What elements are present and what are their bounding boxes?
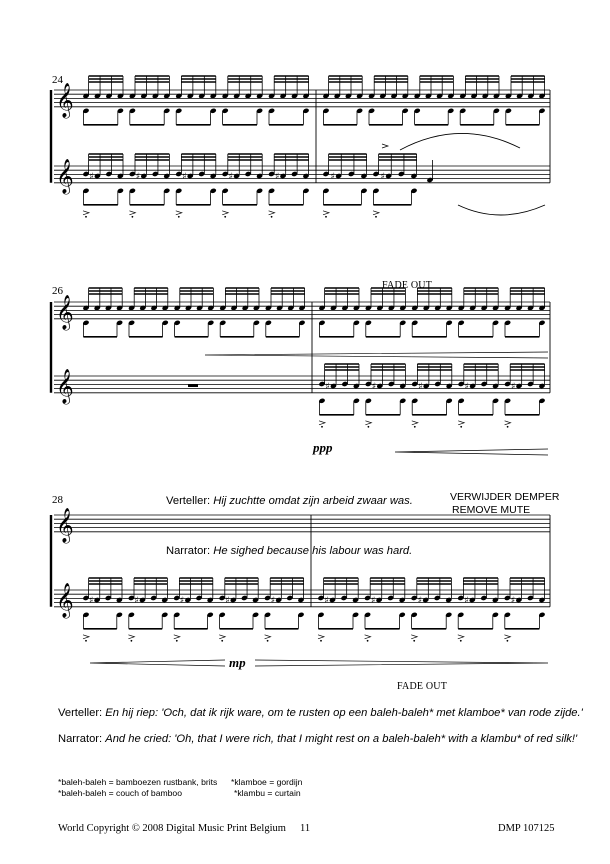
staccato-dot	[507, 426, 509, 428]
accent-mark	[83, 211, 89, 215]
treble-clef: 𝄞	[56, 159, 74, 194]
sharp-icon: ♯	[225, 596, 230, 606]
catalog-number: DMP 107125	[498, 823, 555, 834]
sharp-icon: ♯	[417, 596, 423, 606]
sharp-icon: ♯	[371, 596, 376, 606]
accent-mark	[411, 635, 417, 639]
footnote: *klambu = curtain	[234, 788, 301, 798]
sharp-icon: ♯	[464, 382, 470, 392]
staccato-dot	[178, 216, 180, 218]
treble-clef: 𝄞	[56, 295, 74, 330]
staccato-dot	[507, 640, 509, 642]
accent-mark	[373, 211, 379, 215]
measure-number: 24	[52, 74, 63, 86]
direction-fade-out: FADE OUT	[397, 681, 448, 692]
crescendo-hairpin	[205, 352, 548, 358]
crescendo-hairpin	[395, 449, 548, 455]
whole-rest	[188, 384, 198, 387]
staccato-dot	[375, 216, 377, 218]
decrescendo-hairpin	[255, 660, 548, 666]
accent-mark	[128, 635, 134, 639]
treble-clef: 𝄞	[56, 369, 74, 404]
staccato-dot	[271, 216, 273, 218]
accent-mark	[323, 211, 329, 215]
speaker-label: Narrator:	[166, 545, 211, 557]
accent-mark	[129, 211, 135, 215]
accent-mark	[458, 635, 464, 639]
staccato-dot	[414, 426, 416, 428]
treble-clef: 𝄞	[56, 583, 74, 618]
sharp-icon: ♯	[510, 596, 516, 606]
staccato-dot	[176, 640, 178, 642]
speaker-label: Verteller:	[58, 707, 103, 719]
sharp-icon: ♯	[179, 596, 185, 606]
crescendo-hairpin	[90, 660, 225, 666]
score-narrator-line	[166, 545, 412, 557]
treble-clef: 𝄞	[56, 83, 74, 118]
measure-number: 28	[52, 494, 63, 506]
staccato-dot	[85, 640, 87, 642]
sharp-icon: ♯	[182, 172, 187, 182]
spoken-line: En hij riep: 'Och, dat ik rijk ware, om te rusten op een baleh-baleh* met klamboe* van rode zijde.'	[105, 707, 583, 719]
speaker-label: Verteller:	[166, 495, 211, 507]
staccato-dot	[368, 426, 370, 428]
accent-mark	[382, 144, 388, 148]
sharp-icon: ♯	[325, 382, 330, 392]
copyright: World Copyright © 2008 Digital Music Print Belgium	[58, 823, 286, 834]
slur	[400, 133, 520, 150]
accent-mark	[176, 211, 182, 215]
sharp-icon: ♯	[135, 172, 141, 182]
accent-mark	[505, 421, 511, 425]
accent-mark	[319, 421, 325, 425]
direction-remove-mute-en: REMOVE MUTE	[452, 504, 531, 516]
sharp-icon: ♯	[330, 172, 336, 182]
speaker-label: Narrator:	[58, 733, 103, 745]
sharp-icon: ♯	[228, 172, 234, 182]
staccato-dot	[131, 640, 133, 642]
footnote: *baleh-baleh = bamboezen rustbank, brits	[58, 777, 218, 787]
dynamic-marking: mp	[229, 655, 246, 670]
accent-mark	[318, 635, 324, 639]
staccato-dot	[320, 640, 322, 642]
sharp-icon: ♯	[380, 172, 386, 182]
sharp-icon: ♯	[89, 172, 94, 182]
accent-mark	[83, 635, 89, 639]
direction-fade-out: FADE OUT	[382, 280, 433, 291]
measure-number: 26	[52, 285, 63, 297]
sharp-icon: ♯	[134, 596, 139, 606]
sharp-icon: ♯	[270, 596, 276, 606]
staccato-dot	[460, 426, 462, 428]
accent-mark	[219, 635, 225, 639]
staccato-dot	[85, 216, 87, 218]
dynamic-marking: ppp	[313, 440, 333, 455]
score-verteller-line	[166, 495, 413, 507]
staccato-dot	[367, 640, 369, 642]
slur	[458, 205, 545, 215]
staccato-dot	[132, 216, 134, 218]
sharp-icon: ♯	[89, 596, 94, 606]
treble-clef: 𝄞	[56, 508, 74, 543]
spoken-line: Hij zuchtte omdat zijn arbeid zwaar was.	[213, 495, 413, 507]
sharp-icon: ♯	[418, 382, 423, 392]
sharp-icon: ♯	[324, 596, 329, 606]
accent-mark	[265, 635, 271, 639]
accent-mark	[504, 635, 510, 639]
accent-mark	[269, 211, 275, 215]
staccato-dot	[321, 426, 323, 428]
accent-mark	[222, 211, 228, 215]
accent-mark	[412, 421, 418, 425]
sharp-icon: ♯	[275, 172, 280, 182]
sharp-icon: ♯	[371, 382, 377, 392]
narration-verteller	[58, 707, 583, 719]
footnote: *klamboe = gordijn	[231, 777, 303, 787]
staccato-dot	[267, 640, 269, 642]
staccato-dot	[221, 640, 223, 642]
accent-mark	[458, 421, 464, 425]
spoken-line: He sighed because his labour was hard.	[213, 545, 413, 557]
staccato-dot	[460, 640, 462, 642]
staccato-dot	[224, 216, 226, 218]
staccato-dot	[325, 216, 327, 218]
sharp-icon: ♯	[511, 382, 516, 392]
spoken-line: And he cried: 'Oh, that I were rich, that I might rest on a baleh-baleh* with a klambu* of red silk!'	[105, 733, 578, 745]
accent-mark	[365, 421, 371, 425]
footnote: *baleh-baleh = couch of bamboo	[58, 788, 182, 798]
accent-mark	[365, 635, 371, 639]
sharp-icon: ♯	[464, 596, 469, 606]
staccato-dot	[413, 640, 415, 642]
page-number: 11	[300, 823, 311, 834]
accent-mark	[174, 635, 180, 639]
narration-narrator	[58, 733, 577, 745]
direction-remove-mute-nl: VERWIJDER DEMPER	[450, 491, 560, 503]
